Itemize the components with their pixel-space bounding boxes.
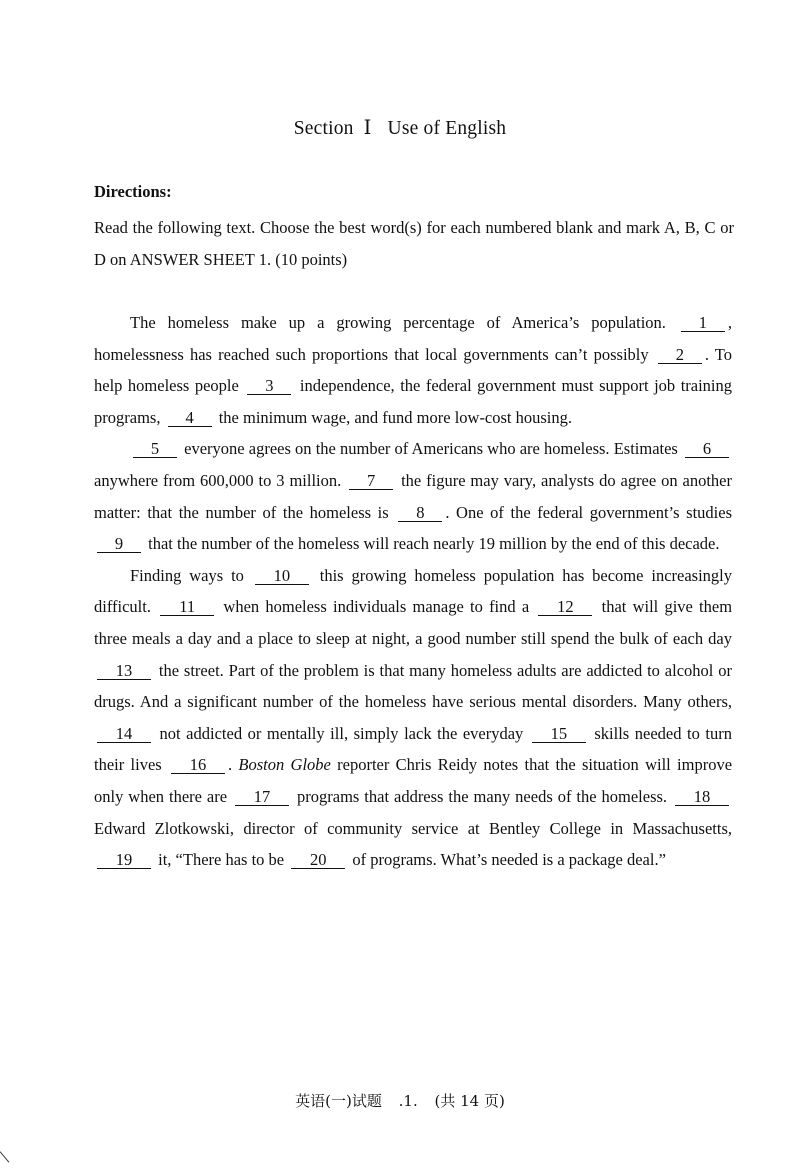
blank-20: 20 — [291, 851, 345, 869]
directions-label: Directions: — [94, 182, 172, 201]
blank-4: 4 — [168, 409, 212, 427]
section-name: Use of English — [387, 118, 507, 139]
blank-17: 17 — [235, 788, 289, 806]
blank-8: 8 — [398, 504, 442, 522]
blank-2: 2 — [658, 346, 702, 364]
paragraph-3: Finding ways to 10 this growing homeless population has become increasingly difficult. 11 when homeless individuals manage to find a 12 that will give them three meals a day and a place to sleep at night, a good number still spend the bulk of each day 13 the street. Part of the problem is that many homeless adults are addicted to alcohol or drugs. And a significant number of the homeless have serious mental disorders. Many others, 14 not addicted or mentally ill, simply lack the everyday 15 skills needed to turn their lives 16 . Boston Globe reporter Chris Reidy notes that the situation will improve only when there are 17 programs that address the many needs of the homeless. 18 Edward Zlotkowski, director of community service at Bentley College in Massachusetts, 19 it, “There has to be 20 of programs. What’s needed is a package deal.” — [94, 565, 733, 870]
cloze-passage — [94, 307, 732, 876]
newspaper-name: Boston Globe — [238, 755, 331, 775]
blank-16: 16 — [171, 756, 225, 774]
blank-9: 9 — [97, 535, 141, 553]
blank-1: 1 — [681, 314, 725, 332]
paragraph-2: 5 everyone agrees on the number of Americans who are homeless. Estimates 6 anywhere from 600,000 to 3 million. 7 the figure may vary, analysts do agree on another matter: that the number of the homeless is 8 . One of the federal government’s studies 9 that the number of the homeless will reach nearly 19 million by the end of this decade. — [94, 439, 732, 554]
blank-12: 12 — [538, 598, 592, 616]
blank-19: 19 — [97, 851, 151, 869]
directions-text: Read the following text. Choose the best word(s) for each numbered blank and mark A, B, C or D on ANSWER SHEET 1. (10 points) — [94, 218, 734, 269]
footer-page-number: .1. — [398, 1092, 418, 1110]
paragraph-1: The homeless make up a growing percentage of America’s population. 1 , homelessness has reached such proportions that local governments can’t possibly 2 . To help homeless people 3 independence, the federal government must support job training programs, 4 the minimum wage, and fund more low-cost housing. — [94, 313, 733, 427]
blank-3: 3 — [247, 377, 291, 395]
footer-total-pages: (共 14 页) — [434, 1092, 505, 1110]
blank-14: 14 — [97, 725, 151, 743]
blank-15: 15 — [532, 725, 586, 743]
footer-subject: 英语(一)试题 — [295, 1092, 382, 1110]
blank-18: 18 — [675, 788, 729, 806]
blank-7: 7 — [349, 472, 393, 490]
scan-corner-mark — [0, 1151, 9, 1162]
blank-13: 13 — [97, 662, 151, 680]
blank-6: 6 — [685, 440, 729, 458]
blank-10: 10 — [255, 567, 309, 585]
section-word: Section — [293, 118, 354, 139]
section-numeral: Ⅰ — [363, 118, 372, 139]
section-title — [0, 116, 800, 140]
blank-5: 5 — [133, 440, 177, 458]
blank-11: 11 — [160, 598, 214, 616]
page-footer — [0, 1090, 800, 1111]
